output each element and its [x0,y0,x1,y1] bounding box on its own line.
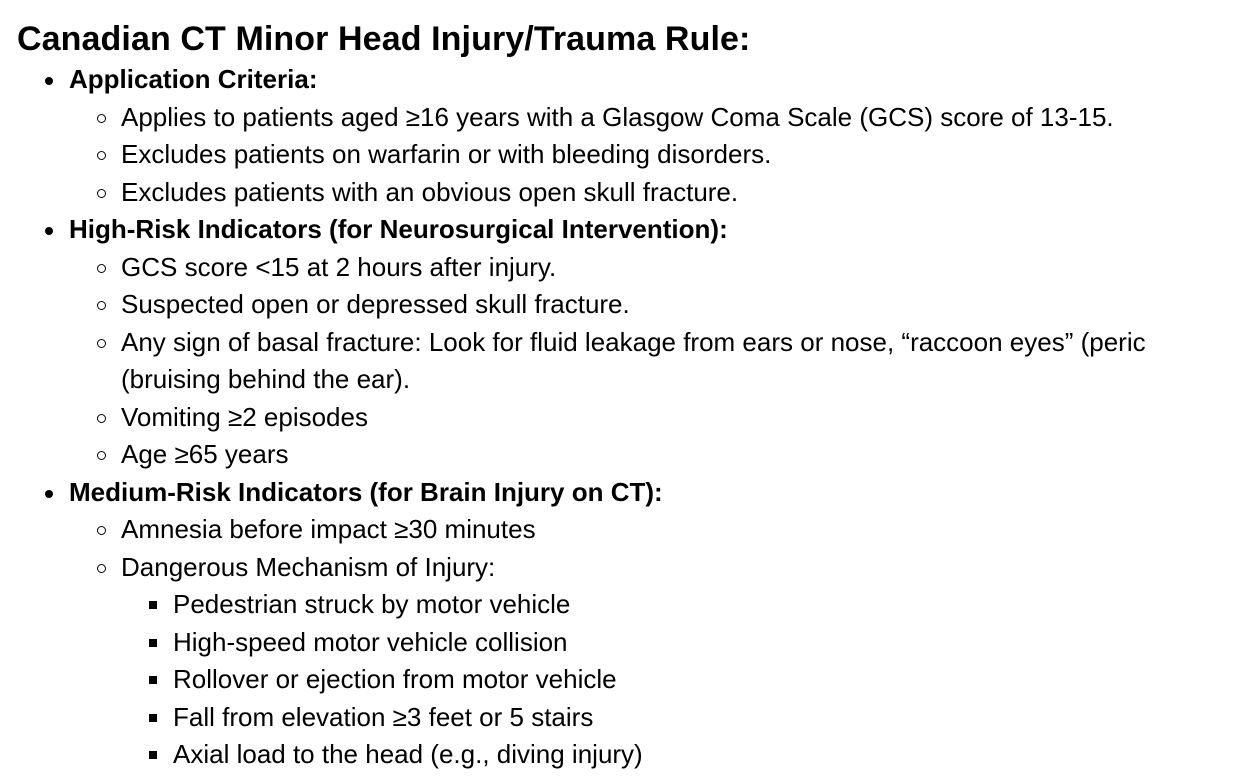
high-risk-list [69,249,1246,474]
section-medium-risk-indicators [17,474,1246,774]
dangerous-mechanism-list [121,586,1246,774]
list-item: Age ≥65 years [69,436,1246,474]
sub-list-item: Fall from elevation ≥3 feet or 5 stairs [121,699,1246,737]
application-criteria-list [69,99,1246,212]
medium-risk-list [69,511,1246,774]
list-item-line: Any sign of basal fracture: Look for fluid leakage from ears or nose, “raccoon eyes” (peric [121,326,1146,357]
list-item: Excludes patients with an obvious open skull fracture. [69,174,1246,212]
section-high-risk-indicators [17,211,1246,474]
sub-list-item: High-speed motor vehicle collision [121,624,1246,662]
document-body [17,19,1246,774]
list-item: Amnesia before impact ≥30 minutes [69,511,1246,549]
list-item: Vomiting ≥2 episodes [69,399,1246,437]
section-heading: Medium-Risk Indicators (for Brain Injury on CT): [69,476,663,507]
criteria-list [17,61,1246,774]
section-application-criteria [17,61,1246,211]
list-item: Excludes patients on warfarin or with bleeding disorders. [69,136,1246,174]
sub-list-item: Pedestrian struck by motor vehicle [121,586,1246,624]
list-item-label: Dangerous Mechanism of Injury: [121,551,496,582]
list-item: Suspected open or depressed skull fracture. [69,286,1246,324]
list-item-line: (bruising behind the ear). [121,364,411,394]
sub-list-item: Rollover or ejection from motor vehicle [121,661,1246,699]
section-heading: Application Criteria: [69,64,318,94]
list-item-basal-fracture [69,324,1246,399]
page-title: Canadian CT Minor Head Injury/Trauma Rule: [17,20,751,58]
sub-list-item: Axial load to the head (e.g., diving injury) [121,736,1246,774]
section-heading: High-Risk Indicators (for Neurosurgical Intervention): [69,214,728,244]
list-item: Applies to patients aged ≥16 years with a Glasgow Coma Scale (GCS) score of 13-15. [69,99,1246,137]
list-item: GCS score <15 at 2 hours after injury. [69,249,1246,287]
list-item-dangerous-mechanism [69,549,1246,774]
